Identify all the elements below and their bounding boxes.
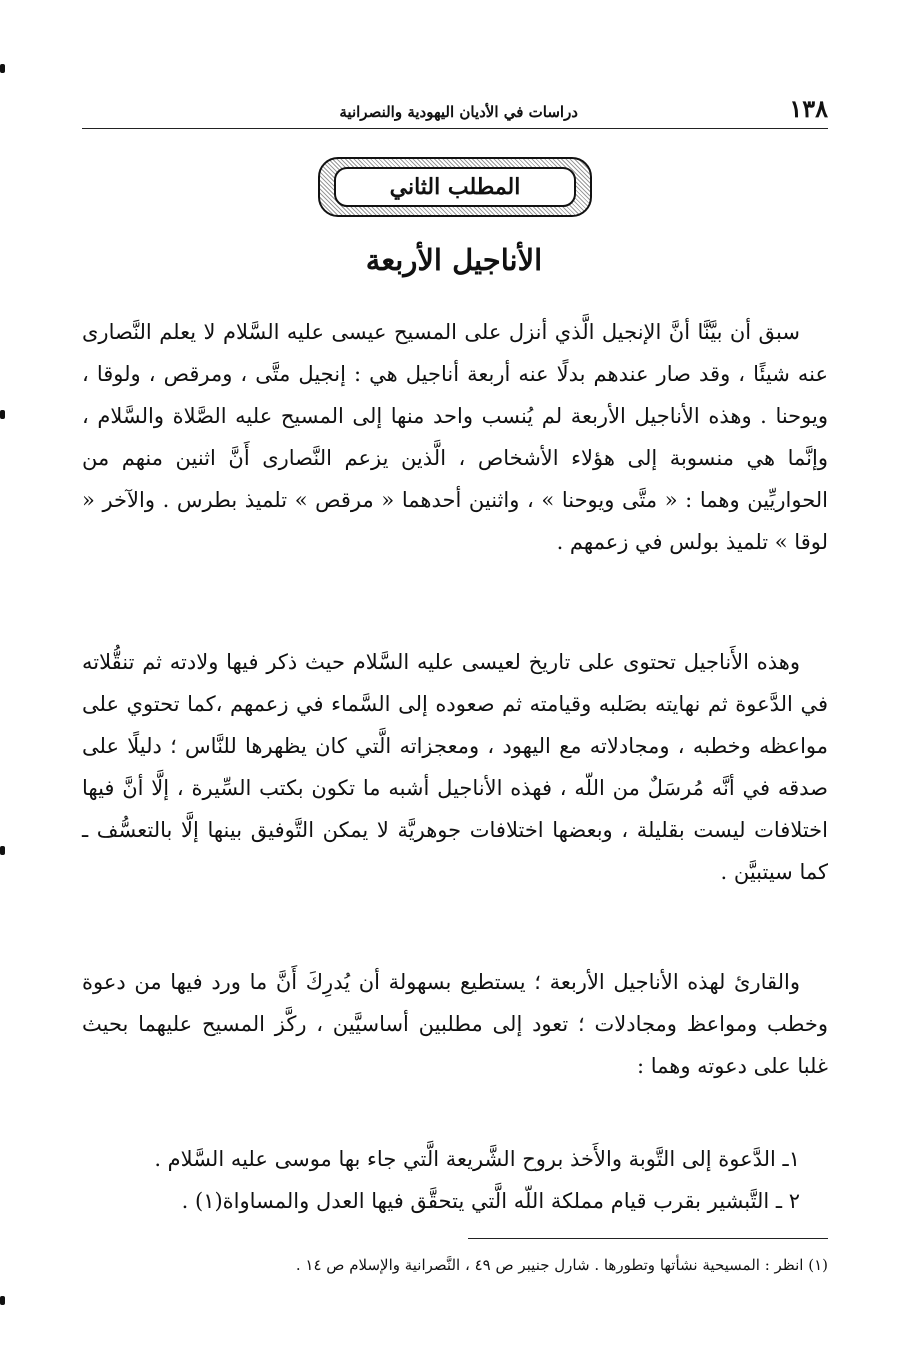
footnote: (١) انظر : المسيحية نشأتها وتطورها . شارل جنيبر ص ٤٩ ، النَّصرانية والإسلام ص ١٤ . xyxy=(295,1256,828,1274)
paragraph-3 xyxy=(82,961,828,1137)
chapter-title: الأناجيل الأربعة xyxy=(365,243,543,277)
paragraph-text: وهذه الأَناجيل تحتوى على تاريخ لعيسى عليه السَّلام حيث ذكر فيها ولادته ثم تنقُّلاته في الدَّعوة ثم نهايته بصَلبه وقيامته ثم صعوده إلى السَّماء في زعمهم ،كما تحتوي على مواعظه وخطبه ، ومجادلاته مع اليهود ، ومعجزاته الَّتي كان يظهرها للنَّاس ؛ دليلًا على صدقه في أنَّه مُرسَلٌ من اللّه ، فهذه الأناجيل أشبه ما تكون بكتب السِّيرة ، إلَّا أنَّ فيها اختلافات ليست بقليلة ، وبعضها اختلافات جوهريَّة لا يمكن التَّوفيق بينها إلَّا بالتعسُّف ـ كما سيتبيَّن . xyxy=(82,650,828,884)
page-number: ١٣٨ xyxy=(789,94,828,123)
section-label-frame xyxy=(318,157,592,217)
paragraph-1 xyxy=(82,311,828,641)
paragraph-text: والقارئ لهذه الأناجيل الأربعة ؛ يستطيع بسهولة أن يُدرِكَ أَنَّ ما ورد فيها من دعوة وخطب ومواعظ ومجادلات ؛ تعود إلى مطلبين أساسيَّين ، ركَّز المسيح عليهما بحيث غلبا على دعوته وهما : xyxy=(82,970,828,1078)
numbered-list xyxy=(82,1138,828,1228)
running-header xyxy=(82,94,828,129)
list-item: ١ـ الدَّعوة إلى التَّوبة والأَخذ بروح الشَّريعة الَّتي جاء بها موسى عليه السَّلام . xyxy=(154,1147,800,1171)
section-label: المطلب الثاني xyxy=(334,167,576,207)
scan-edge-mark xyxy=(0,410,5,419)
paragraph-2 xyxy=(82,641,828,953)
scan-edge-mark xyxy=(0,64,5,73)
running-title: دراسات في الأديان اليهودية والنصرانية xyxy=(339,103,578,121)
list-item: ٢ ـ التَّبشير بقرب قيام مملكة اللّه الَّتي يتحقَّق فيها العدل والمساواة(١) . xyxy=(181,1189,800,1213)
scan-edge-mark xyxy=(0,1296,5,1305)
footnote-divider xyxy=(468,1238,828,1239)
paragraph-text: سبق أن بيَّنَّا أنَّ الإنجيل الَّذي أنزل على المسيح عيسى عليه السَّلام لا يعلم النَّصارى عنه شيئًا ، وقد صار عندهم بدلًا عنه أربعة أناجيل هي : إنجيل متَّى ، ومرقص ، ولوقا ، ويوحنا . وهذه الأناجيل الأربعة لم يُنسب واحد منها إلى المسيح عليه الصَّلاة والسَّلام ، وإنَّما هي منسوبة إلى هؤلاء الأشخاص ، الَّذين يزعم النَّصارى أَنَّ اثنين منهم من الحواريِّين وهما : « متَّى ويوحنا » ، واثنين أحدهما « مرقص » تلميذ بطرس . والآخر « لوقا » تلميذ بولس في زعمهم . xyxy=(82,320,828,554)
scan-edge-mark xyxy=(0,846,5,855)
